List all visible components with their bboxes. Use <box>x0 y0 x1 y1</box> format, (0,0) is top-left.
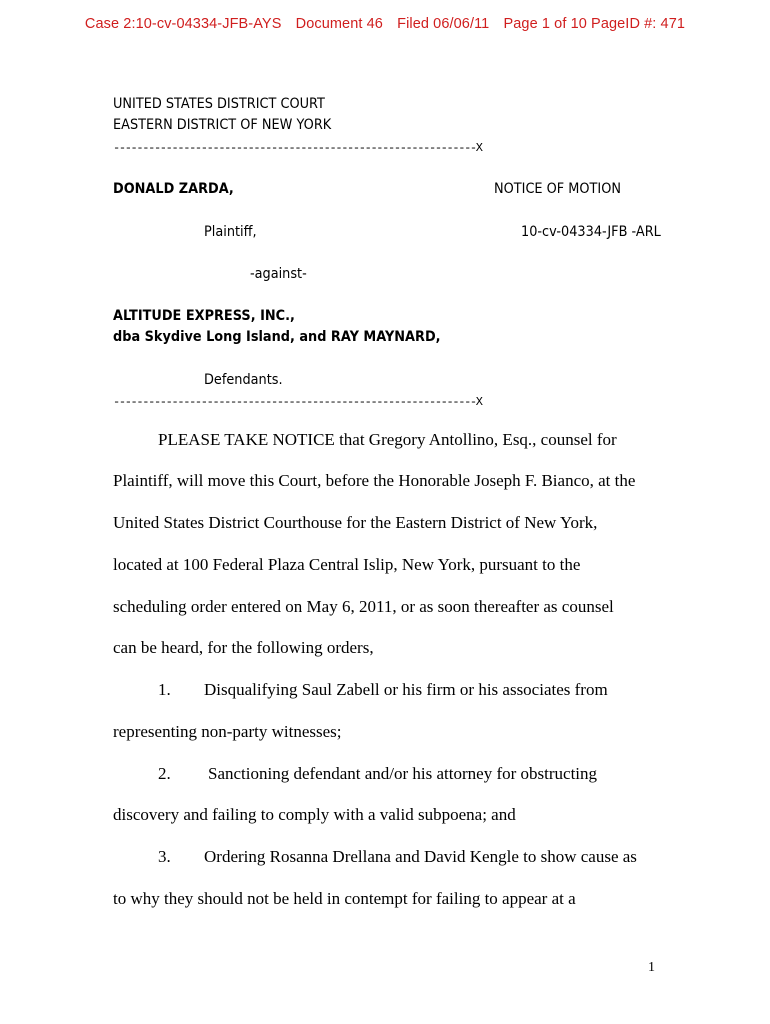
against-label: -against- <box>250 266 307 282</box>
caption-separator-bottom: --------------------------------------------------------------X <box>113 395 482 409</box>
item-3-number: 3. <box>158 847 171 866</box>
item-2-number: 2. <box>158 764 171 783</box>
plaintiff-role: Plaintiff, <box>204 224 257 240</box>
page-number: 1 <box>648 960 655 975</box>
defendant-name-line-1: ALTITUDE EXPRESS, INC., <box>113 308 295 324</box>
docket-number: 10-cv-04334-JFB -ARL <box>521 224 661 240</box>
filed-date-stamp: Filed 06/06/11 <box>397 16 490 32</box>
court-name-line-2: EASTERN DISTRICT OF NEW YORK <box>113 117 332 133</box>
item-1-number: 1. <box>158 680 171 699</box>
item-1-continuation: representing non-party witnesses; <box>113 722 342 741</box>
body-line-2: Plaintiff, will move this Court, before the Honorable Joseph F. Bianco, at the <box>113 471 636 490</box>
defendant-role: Defendants. <box>204 372 283 388</box>
body-line-1: PLEASE TAKE NOTICE that Gregory Antollino, Esq., counsel for <box>158 430 617 449</box>
body-line-5: scheduling order entered on May 6, 2011, or as soon thereafter as counsel <box>113 597 614 616</box>
case-number-stamp: Case 2:10-cv-04334-JFB-AYS <box>84 16 282 32</box>
plaintiff-name: DONALD ZARDA, <box>113 181 234 197</box>
document-number-stamp: Document 46 <box>295 16 383 32</box>
item-2-text: Sanctioning defendant and/or his attorney for obstructing <box>208 764 598 783</box>
body-line-6: can be heard, for the following orders, <box>113 638 374 657</box>
body-line-4: located at 100 Federal Plaza Central Islip, New York, pursuant to the <box>113 555 581 574</box>
page-id-stamp: Page 1 of 10 PageID #: 471 <box>503 16 686 32</box>
caption-separator-top: --------------------------------------------------------------X <box>113 141 482 155</box>
document-title: NOTICE OF MOTION <box>494 181 622 197</box>
item-3-continuation: to why they should not be held in contempt for failing to appear at a <box>113 889 576 908</box>
item-2-continuation: discovery and failing to comply with a valid subpoena; and <box>113 805 516 824</box>
court-name-line-1: UNITED STATES DISTRICT COURT <box>113 96 325 112</box>
item-1-text: Disqualifying Saul Zabell or his firm or his associates from <box>204 680 608 699</box>
defendant-name-line-2: dba Skydive Long Island, and RAY MAYNARD, <box>113 329 441 345</box>
body-line-3: United States District Courthouse for the Eastern District of New York, <box>113 513 598 532</box>
case-header-stamp <box>0 16 770 32</box>
item-3-text: Ordering Rosanna Drellana and David Kengle to show cause as <box>204 847 637 866</box>
